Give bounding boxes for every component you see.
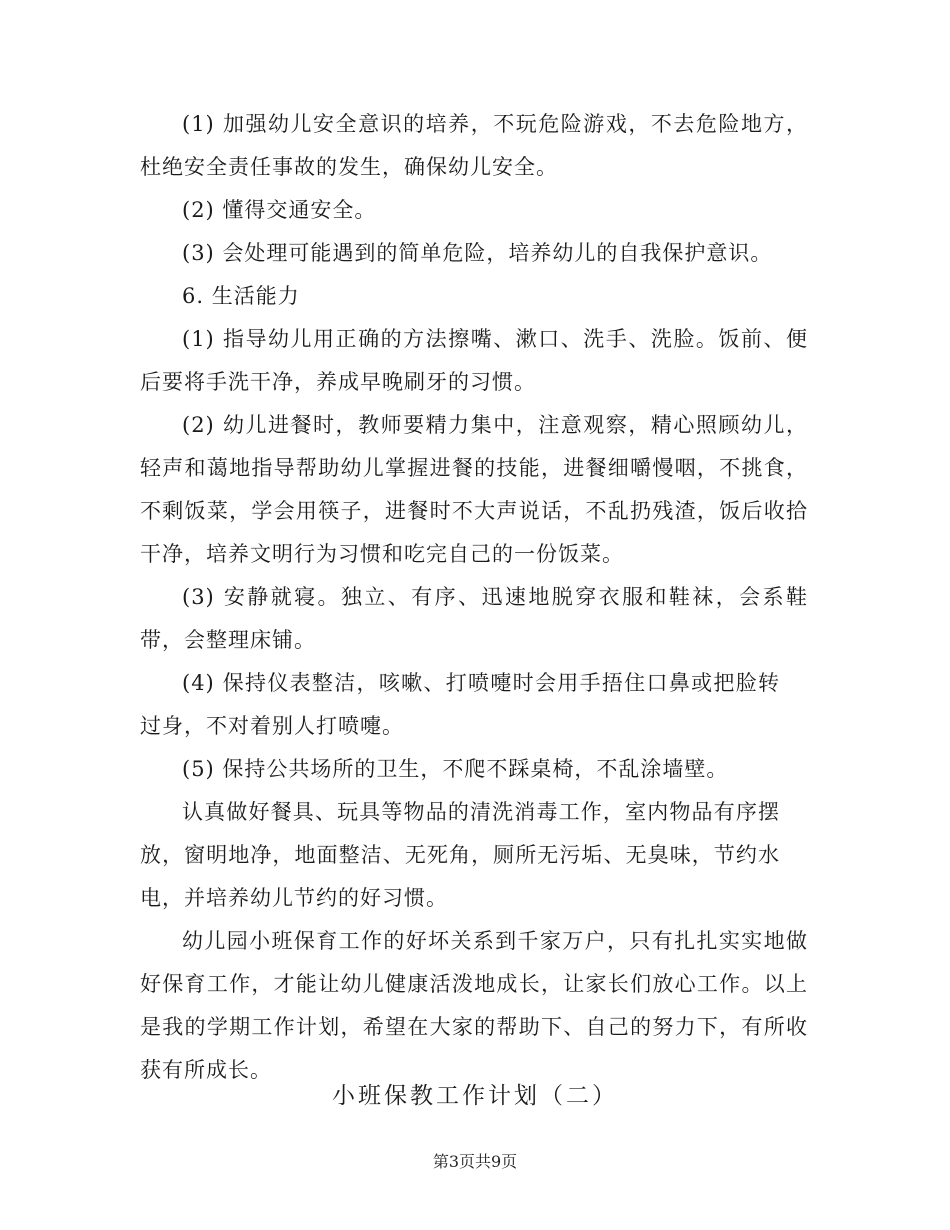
section-heading-life-skills: 6. 生活能力 [182,284,300,308]
paragraph-life-2: (2) 幼儿进餐时，教师要精力集中，注意观察，精心照顾幼儿，轻声和蔼地指导帮助幼儿掌握进餐的技能，进餐细嚼慢咽，不挑食，不剩饭菜，学会用筷子，进餐时不大声说话，不乱扔残渣，饭后收拾干净，培养文明行为习惯和吃完自己的一份饭菜。 [140,413,808,566]
paragraph-safety-1: (1) 加强幼儿安全意识的培养，不玩危险游戏，不去危险地方，杜绝安全责任事故的发生，确保幼儿安全。 [140,112,808,179]
document-body [140,103,808,1092]
paragraph-conclusion: 幼儿园小班保育工作的好坏关系到千家万户，只有扎扎实实地做好保育工作，才能让幼儿健康活泼地成长，让家长们放心工作。以上是我的学期工作计划，希望在大家的帮助下、自己的努力下，有所收获有所成长。 [140,929,808,1082]
paragraph-safety-3: (3) 会处理可能遇到的简单危险，培养幼儿的自我保护意识。 [182,241,773,265]
paragraph-life-5: (5) 保持公共场所的卫生，不爬不踩桌椅，不乱涂墙壁。 [182,757,729,781]
paragraph-life-3: (3) 安静就寝。独立、有序、迅速地脱穿衣服和鞋袜，会系鞋带，会整理床铺。 [140,585,808,652]
page-footer: 第3页共9页 [432,1152,518,1171]
paragraph-hygiene: 认真做好餐具、玩具等物品的清洗消毒工作，室内物品有序摆放，窗明地净，地面整洁、无死角，厕所无污垢、无臭味，节约水电，并培养幼儿节约的好习惯。 [140,800,780,910]
paragraph-life-4: (4) 保持仪表整洁，咳嗽、打喷嚏时会用手捂住口鼻或把脸转过身，不对着别人打喷嚏。 [140,671,780,738]
paragraph-safety-2: (2) 懂得交通安全。 [182,198,377,222]
paragraph-life-1: (1) 指导幼儿用正确的方法擦嘴、漱口、洗手、洗脸。饭前、便后要将手洗干净，养成早晚刷牙的习惯。 [140,327,808,394]
section-title: 小班保教工作计划（二） [332,1083,618,1109]
